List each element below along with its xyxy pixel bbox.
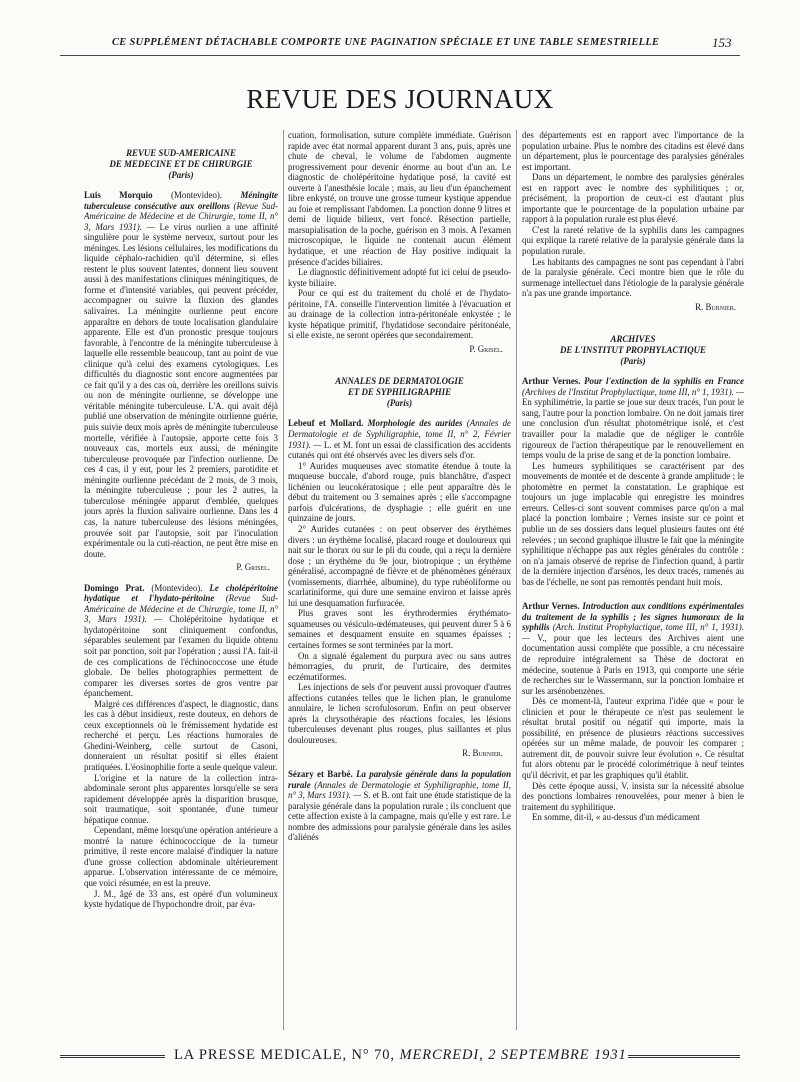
article-reference: (Annales de Dermatologie et Syphiligraphie, tome II, n° 3, Mars 1931). —	[288, 779, 511, 801]
footer-journal: LA PRESSE MEDICALE, N° 70,	[174, 1047, 400, 1063]
article-paragraph: Les humeurs syphilitiques se caractérisent par des mouvements de montée et de descente à grande amplitude ; le photomètre en permet la constatation. Le graphique est toujours un juge implacable qui enregistre les moindres erreurs. Celles-ci sont souvent commises parce qu'on a mal placé la ponction lombaire ; Vernes insiste sur ce point et publie un de ses dossiers dans lequel plusieurs fautes ont été relevées ; un second graphique illustre le fait que la méningite syphilitique n'échappe pas aux règles générales du contrôle : on n'a jamais observé de reprise de l'infection quand, à partir de la dernière injection d'arsénos, les deux tracés, ramenés au bas de l'échelle, ne sont pas remontés pendant huit mois.	[522, 460, 744, 587]
section-title-line2: ET DE SYPHILIGRAPHIE	[347, 387, 452, 398]
article-author: Sézary et Barbé.	[288, 768, 353, 779]
article-vernes-extinction	[522, 376, 744, 587]
column-2	[288, 130, 511, 1035]
article-reference: (Archives de l'Institut Prophylactique, tome III, n° 1, 1931). —	[522, 386, 744, 397]
article-author: Luis Morquio	[84, 190, 153, 200]
article-paragraph: Dès ce moment-là, l'auteur exprima l'idée que « pour le clinicien et pour le thérapeute ce n'est pas seulement le résultat brutal positif ou négatif qui importe, mais la possibilité, en présence de plusieurs réactions successives opérées sur un même malade, de pouvoir les comparer ; autrement dit, de pouvoir suivre leur évolution ». Ce résultat fut alors obtenu par le procédé colorimétrique à neuf teintes qu'il décrivit, et par les graphiques qu'il établit.	[522, 696, 744, 780]
section-title: ANNALES DE DERMATOLOGIE	[335, 376, 464, 387]
article-author: Lebeuf et Mollard.	[288, 418, 364, 429]
article-paragraph: 2° Aurides cutanées : on peut observer des érythèmes divers : un érythème localisé, placard rouge et douloureux qui nait sur le thorax ou sur le pli du coude, qui a reçu la dernière dose ; un érythème du 9e jour, biotropique ; un érythème généralisé, accompagné de fièvre et de phénomènes généraux (vomissements, diarrhée, albumine), du type rubéoliforme ou scarlatiniforme, qui dure une semaine environ et laisse après lui une desquamation furfuracée.	[288, 523, 511, 608]
article-paragraph: Malgré ces différences d'aspect, le diagnostic, dans les cas à début insidieux, reste douteux, en dehors de ceux exceptionnels où le frémissement hydatide est recherché et perçu. Les réactions humorales de Ghedini-Weinberg, celle surtout de Casoni, donneraient un résultat positif si elles étaient pratiquées. L'éosinophilie forte a seule quelque valeur.	[84, 698, 278, 772]
footer-date: MERCREDI, 2 SEPTEMBRE 1931	[399, 1047, 627, 1063]
section-title-line2: DE L'INSTITUT PROPHYLACTIQUE	[560, 345, 706, 356]
article-title: Introduction aux conditions expérimentales du traitement de la syphilis ; les signes humoraux de la syphilis	[522, 601, 744, 633]
article-title: Le cholépéritoine hydatique et l'hydato-péritoine	[84, 582, 278, 604]
article-morquio	[84, 190, 278, 573]
supplement-notice: CE SUPPLÉMENT DÉTACHABLE COMPORTE UNE PAGINATION SPÉCIALE ET UNE TABLE SEMESTRIELLE	[112, 37, 660, 48]
footer-rule-left	[60, 1055, 165, 1058]
section-place: (Paris)	[620, 356, 646, 367]
article-paragraph: V., pour que les lecteurs des Archives aient une documentation aussi complète que possible, a cru nécessaire de reproduire intégralement sa Thèse de doctorat en médecine, soutenue à Paris en 1913, qui comporte une série de recherches sur le Wassermann, sur la ponction lombaire et sur les arsénobenzènes.	[522, 632, 744, 696]
section-place: (Paris)	[386, 398, 413, 409]
article-paragraph: Dans un département, le nombre des paralysies générales est en rapport avec le nombre des syphilitiques ; or, précisément, la proportion de ceux-ci est d'autant plus importante que le pourcentage de la population urbaine par rapport à la population rurale est plus élevé.	[522, 172, 744, 225]
article-paragraph: Plus graves sont les érythrodermies érythémato-squameuses ou vésiculo-œdémateuses, qui peuvent durer 5 à 6 semaines et desquament ensuite en squames épaisses ; certaines formes se sont terminées par la mort.	[288, 608, 511, 650]
article-sezary-barbe	[288, 769, 511, 843]
section-place: (Paris)	[168, 170, 194, 180]
article-paragraph: Dès cette époque aussi, V. insista sur la nécessité absolue des ponctions lombaires renouvelées, pour mener à bien le traitement du syphilitique.	[522, 780, 744, 812]
footer-journal-line	[174, 1047, 674, 1064]
article-paragraph: Le diagnostic définitivement adopté fut ici celui de pseudo-kyste biliaire.	[288, 267, 511, 288]
article-origin: (Montevideo).	[144, 582, 210, 593]
article-paragraph: cuation, formolisation, suture complète immédiate. Guérison rapide avec état normal apparent durant 3 ans, puis, après une chute de cheval, le volume de l'abdomen augmente progressivement pour devenir énorme au bout d'un an. Le diagnostic de cholépéritoine hydatique posé, la cavité est ouverte à l'anesthésie locale ; mais, au lieu d'un épanchement libre enkysté, on trouve une grosse tumeur kystique appendue au foie et remplissant l'abdomen. La ponction donne 9 litres et demi de liquide bilieux, vert foncé. Résection partielle, marsupialisation de la poche, guérison en 3 mois. A l'examen microscopique, le liquide ne contenait aucun élément hydatique, et une réaction de Hay positive indiquait la présence d'acides biliaires.	[288, 130, 511, 267]
article-title: La paralysie générale dans la population rurale	[288, 768, 511, 790]
article-paragraph: 1° Aurides muqueuses avec stomatite étendue à toute la muqueuse buccale, d'abord rouge, puis blanchâtre, d'aspect lichénien ou leucokératosique ; elle peut apparaître dès le début du traitement ou 3 semaines après ; elle s'accompagne parfois d'ulcérations, de dysphagie ; elle guérit en une quinzaine de jours.	[288, 460, 511, 524]
section-title-line2: DE MEDECINE ET DE CHIRURGIE	[109, 159, 253, 169]
article-paragraph: L'origine et la nature de la collection intra-abdominale seront plus apparentes lorsqu'elle se sera rapidement développée après la disparition brusque, soit traumatique, soit spontanée, d'une tumeur hépatique connue.	[84, 772, 278, 825]
article-origin: (Montevideo).	[152, 190, 241, 200]
article-paragraph: On a signalé également du purpura avec ou sans autres hémorragies, du prurit, de l'urticaire, des dermites eczématiformes.	[288, 650, 511, 682]
article-paragraph: En syphilimétrie, la partie se joue sur deux tracés, l'un pour le sang, l'autre pour la ponction lombaire. On ne doit jamais tirer une conclusion d'un résultat photométrique isolé, et c'est travailler pour la maladie que de négliger le contrôle rigoureux de l'action thérapeutique par le renouvellement en temps voulu de la prise de sang et de la ponction lombaire.	[522, 397, 744, 461]
article-lebeuf-mollard	[288, 418, 511, 759]
article-reference: (Revue Sud-Américaine de Médecine et de Chirurgie, tome II, n° 3, Mars 1931). —	[84, 200, 278, 232]
article-prat	[84, 583, 278, 910]
article-title: Pour l'extinction de la syphilis en France	[584, 376, 744, 387]
article-paragraph: Les habitants des campagnes ne sont pas cependant à l'abri de la paralysie générale. Ceci montre bien que le rôle du surmenage intellectuel dans l'étiologie de la paralysie générale n'a pas une grande importance.	[522, 256, 744, 299]
column-1	[84, 148, 278, 1053]
article-reference: (Annales de Dermatologie et de Syphiligraphie, tome II, n° 2, Février 1931). —	[288, 418, 511, 450]
masthead-title: REVUE DES JOURNAUX	[246, 84, 554, 114]
article-paragraph: des départements est en rapport avec l'importance de la population urbaine. Plus le nombre des citadins est élevé dans un département, plus le pourcentage des paralysies générales est important.	[522, 130, 744, 172]
article-reference: (Revue Sud-Américaine de Médecine et de Chirurgie, tome II, n° 3, Mars 1931). —	[84, 593, 278, 625]
article-paragraph: S. et B. ont fait une étude statistique de la paralysie générale dans la population rurale ; ils concluent que cette affection existe à la campagne, mais qu'elle y est rare. Le nombre des admissions pour paralysie générale dans les asiles d'aliénés	[288, 790, 511, 843]
article-title: Morphologie des aurides	[367, 418, 463, 429]
column-3	[522, 130, 744, 1035]
article-paragraph: Cependant, même lorsqu'une opération antérieure a montré la nature échinococcique de la tumeur primitive, il reste encore malaisé d'indiquer la nature d'une grosse collection abdominale ultérieurement apparue. L'observation intéressante de ce mémoire, que voici résumée, en est la preuve.	[84, 825, 278, 888]
article-signature: P. Grisel.	[469, 343, 503, 354]
footer-rule-right	[628, 1055, 740, 1058]
column-separator-2	[516, 130, 517, 1030]
article-author: Arthur Vernes.	[522, 601, 580, 612]
section-title: ARCHIVES	[610, 334, 656, 345]
article-signature: P. Grisel.	[236, 562, 270, 573]
article-paragraph: Cholépéritoine hydatique et hydatopéritoine sont cliniquement confondus, séparables seulement par l'examen du liquide obtenu soit par ponction, soit par l'opération ; aussi l'A. fait-il de ces complications de l'échinococcose une étude globale. De belles photographies permettent de comparer les diverses sortes de gros ventre par épanchement.	[84, 614, 278, 699]
article-paragraph: Pour ce qui est du traitement du cholé et de l'hydato-péritoine, l'A. conseille l'intervention limitée à l'évacuation et au drainage de la collection intra-péritonéale enkystée ; le kyste hépatique primitif, l'hydatidose secondaire péritonéale, si elle existe, ne seront opérées que secondairement.	[288, 288, 511, 341]
article-reference: (Arch. Institut Prophylactique, tome III, n° 1, 1931). —	[522, 622, 744, 643]
article-paragraph: Les injections de sels d'or peuvent aussi provoquer d'autres affections cutanées telles que le lichen plan, le granulome annulaire, le lichen scrofulosorum. Enfin on peut observer après la chrysothérapie des réactions focales, les lésions tuberculeuses devenant plus rouges, plus saillantes et plus douloureuses.	[288, 682, 511, 745]
header-rule	[60, 55, 740, 56]
article-paragraph: C'est la rareté relative de la syphilis dans les campagnes qui explique la rareté relative de la paralysie générale dans la population rurale.	[522, 224, 744, 257]
article-title: Méningite tuberculeuse consécutive aux oreillons	[84, 190, 278, 211]
article-body: Le virus ourlien a une affinité singulière pour le système nerveux, surtout pour les méninges. Les lésions cellulaires, les modifications du liquide céphalo-rachidien qu'il détermine, si elles restent le plus souvent latentes, donnent lieu souvent aussi à des manifestations cliniques méningitiques, de forme et d'intensité variables, qui peuvent précéder, accompagner ou suivre la fluxion des glandes salivaires. La méningite ourlienne peut encore apparaître en dehors de toute localisation glandulaire apparente. Elle est d'un pronostic presque toujours favorable, à l'encontre de la méningite tuberculeuse à laquelle elle ressemble beaucoup, tant au point de vue clinique qu'à celui des examens cytologiques. Les difficultés du diagnostic sont encore augmentées par ce fait qu'il y a des cas où, derrière les oreillons suivis ou non de méningite ourlienne, se développe une véritable méningite tuberculeuse. L'A. qui avait déjà publié une observation de méningite ourlienne guérie, puis suivie deux mois après de méningite tuberculeuse mortelle, vérifiée à l'autopsie, apporte cette fois 3 nouveaux cas, mortels eux aussi, de méningite tuberculeuse provoquée par l'infection ourlienne. De ces 4 cas, il y eut, pour les 2 premiers, parotidite et méningite ourlienne précédant de 2 mois, de 3 mois, la méningite tuberculeuse ; pour les 2 autres, la tuberculose méningée apparut d'emblée, quelques jours après la fluxion salivaire ourlienne. Dans les 4 cas, la nature tuberculeuse des lésions méningées, prouvée soit par l'autopsie, soit par l'inoculation expérimentale ou la cuti-réaction, ne peut être mise en doute.	[84, 221, 278, 559]
article-paragraph: J. M., âgé de 33 ans, est opéré d'un volumineux kyste hydatique de l'hypochondre droit, par éva-	[84, 888, 278, 910]
article-paragraph: En somme, dit-il, « au-dessus d'un médicament	[532, 812, 700, 823]
article-signature: R. Burnier.	[462, 748, 503, 759]
section-title: REVUE SUD-AMERICAINE	[126, 148, 236, 158]
column-separator-1	[283, 130, 284, 1030]
article-author: Arthur Vernes.	[522, 376, 581, 387]
article-signature: R. Burnier.	[695, 301, 736, 312]
article-author: Domingo Prat.	[84, 582, 145, 593]
article-paragraph: L. et M. font un essai de classification des accidents cutanés qui ont été observés avec les divers sels d'or.	[288, 439, 511, 461]
page-number: 153	[712, 35, 732, 50]
article-vernes-introduction	[522, 601, 744, 822]
